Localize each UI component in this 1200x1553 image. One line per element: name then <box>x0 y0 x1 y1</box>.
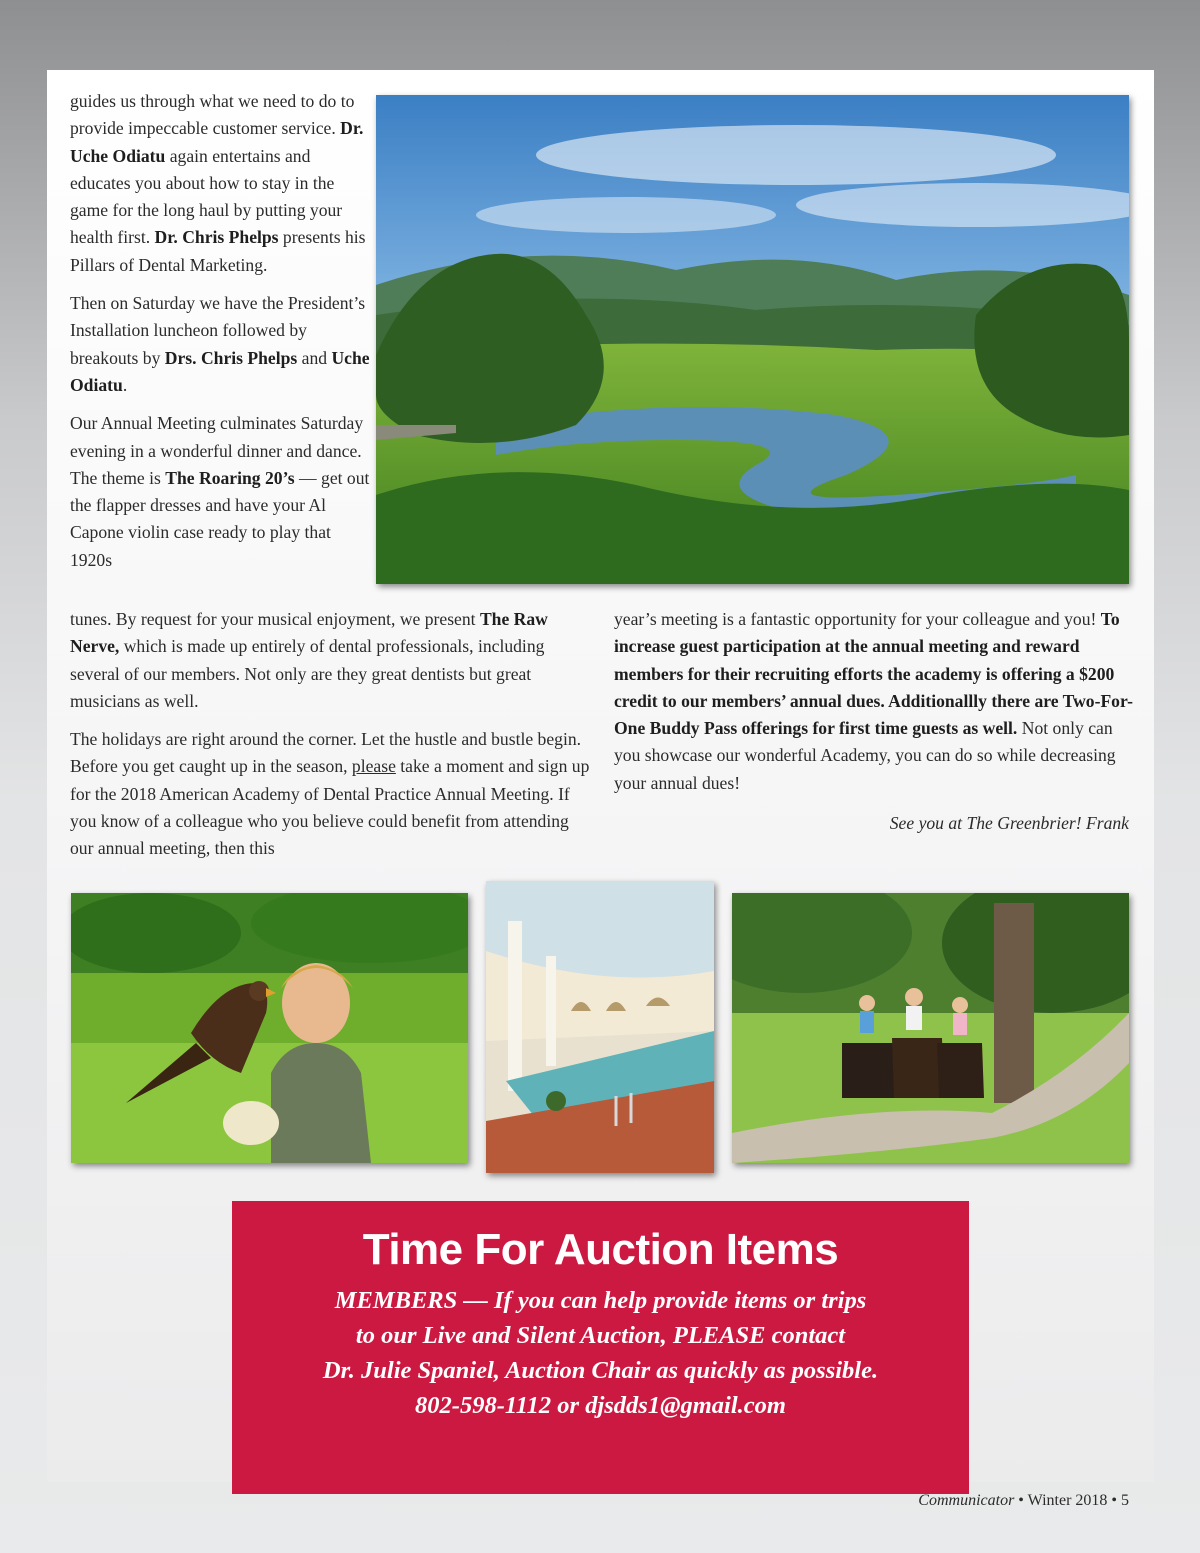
publication-name: Communicator <box>918 1492 1015 1509</box>
issue-and-page: • Winter 2018 • 5 <box>1014 1492 1129 1509</box>
auction-contact: 802-598-1112 or djsdds1@gmail.com <box>415 1392 786 1419</box>
theme-name: The Roaring 20’s <box>165 467 295 488</box>
horses-illustration <box>732 893 1129 1163</box>
paragraph-saturday: Then on Saturday we have the President’s Installation luncheon followed by breakouts by Drs. Chris Phelps and Uche Odiatu. <box>70 293 370 395</box>
auction-line: to our Live and Silent Auction, PLEASE contact <box>355 1322 846 1349</box>
paragraph-speakers: guides us through what we need to do to provide impeccable customer service. Dr. Uche Odiatu again entertains and educates you about how to stay in the game for the long haul by putting your health first. Dr. Chris Phelps presents his Pillars of Dental Marketing. <box>70 91 366 275</box>
band-name: The Raw Nerve, <box>70 609 548 657</box>
paragraph-dinner-dance: Our Annual Meeting culminates Saturday evening in a wonderful dinner and dance. The theme is The Roaring 20’s — get out the flapper dresses and have your Al Capone violin case ready to play that 1920s <box>70 413 370 570</box>
auction-message <box>232 1283 969 1423</box>
greenbrier-landscape-photo <box>376 95 1129 584</box>
pool-illustration <box>486 881 714 1173</box>
paragraph-holidays: The holidays are right around the corner. Let the hustle and bustle begin. Before you get caught up in the season, please take a moment and sign up for the 2018 American Academy of Dental Practice Annual Meeting. If you know of a colleague who you believe could benefit from attending our annual meeting, then this <box>70 729 590 859</box>
falconry-illustration <box>71 893 468 1163</box>
speaker-name: Drs. Chris Phelps <box>164 347 298 368</box>
horseback-riding-photo <box>732 893 1129 1163</box>
article-top-column <box>70 88 370 574</box>
paragraph-guest-credit: year’s meeting is a fantastic opportunity for your colleague and you! To increase guest participation at the annual meeting and reward members for their recruiting efforts the academy is offering a $200 credit to our members’ annual dues. Additionallly there are Two-For-One Buddy Pass offerings for first time guests as well. Not only can you showcase our wonderful Academy, you can do so while decreasing your annual dues! <box>614 609 1133 793</box>
credit-offer-text: To increase guest participation at the annual meeting and reward members for their recruiting efforts the academy is offering a $200 credit to our members’ annual dues. Additionallly there are Two-For-One Buddy Pass offerings for first time guests as well. <box>614 609 1133 739</box>
auction-callout <box>232 1201 969 1494</box>
emphasis-please: please <box>351 756 396 777</box>
page-footer <box>918 1492 1129 1510</box>
signoff: See you at The Greenbrier! Frank <box>889 813 1129 833</box>
speaker-name: Uche Odiatu <box>70 347 370 395</box>
indoor-pool-photo <box>486 881 714 1173</box>
falconry-photo <box>71 893 468 1163</box>
landscape-illustration <box>376 95 1129 584</box>
speaker-name: Dr. Chris Phelps <box>154 227 279 248</box>
paragraph-band: tunes. By request for your musical enjoyment, we present The Raw Nerve, which is made up entirely of dental professionals, including several of our members. Not only are they great dentists but great musicians as well. <box>70 609 548 711</box>
speaker-name: Dr. Uche Odiatu <box>70 118 364 166</box>
auction-title: Time For Auction Items <box>362 1225 839 1274</box>
auction-line: MEMBERS — If you can help provide items or trips <box>334 1287 867 1314</box>
auction-line: Dr. Julie Spaniel, Auction Chair as quickly as possible. <box>322 1357 879 1384</box>
article-right-column <box>614 606 1134 797</box>
article-left-column <box>70 606 595 863</box>
